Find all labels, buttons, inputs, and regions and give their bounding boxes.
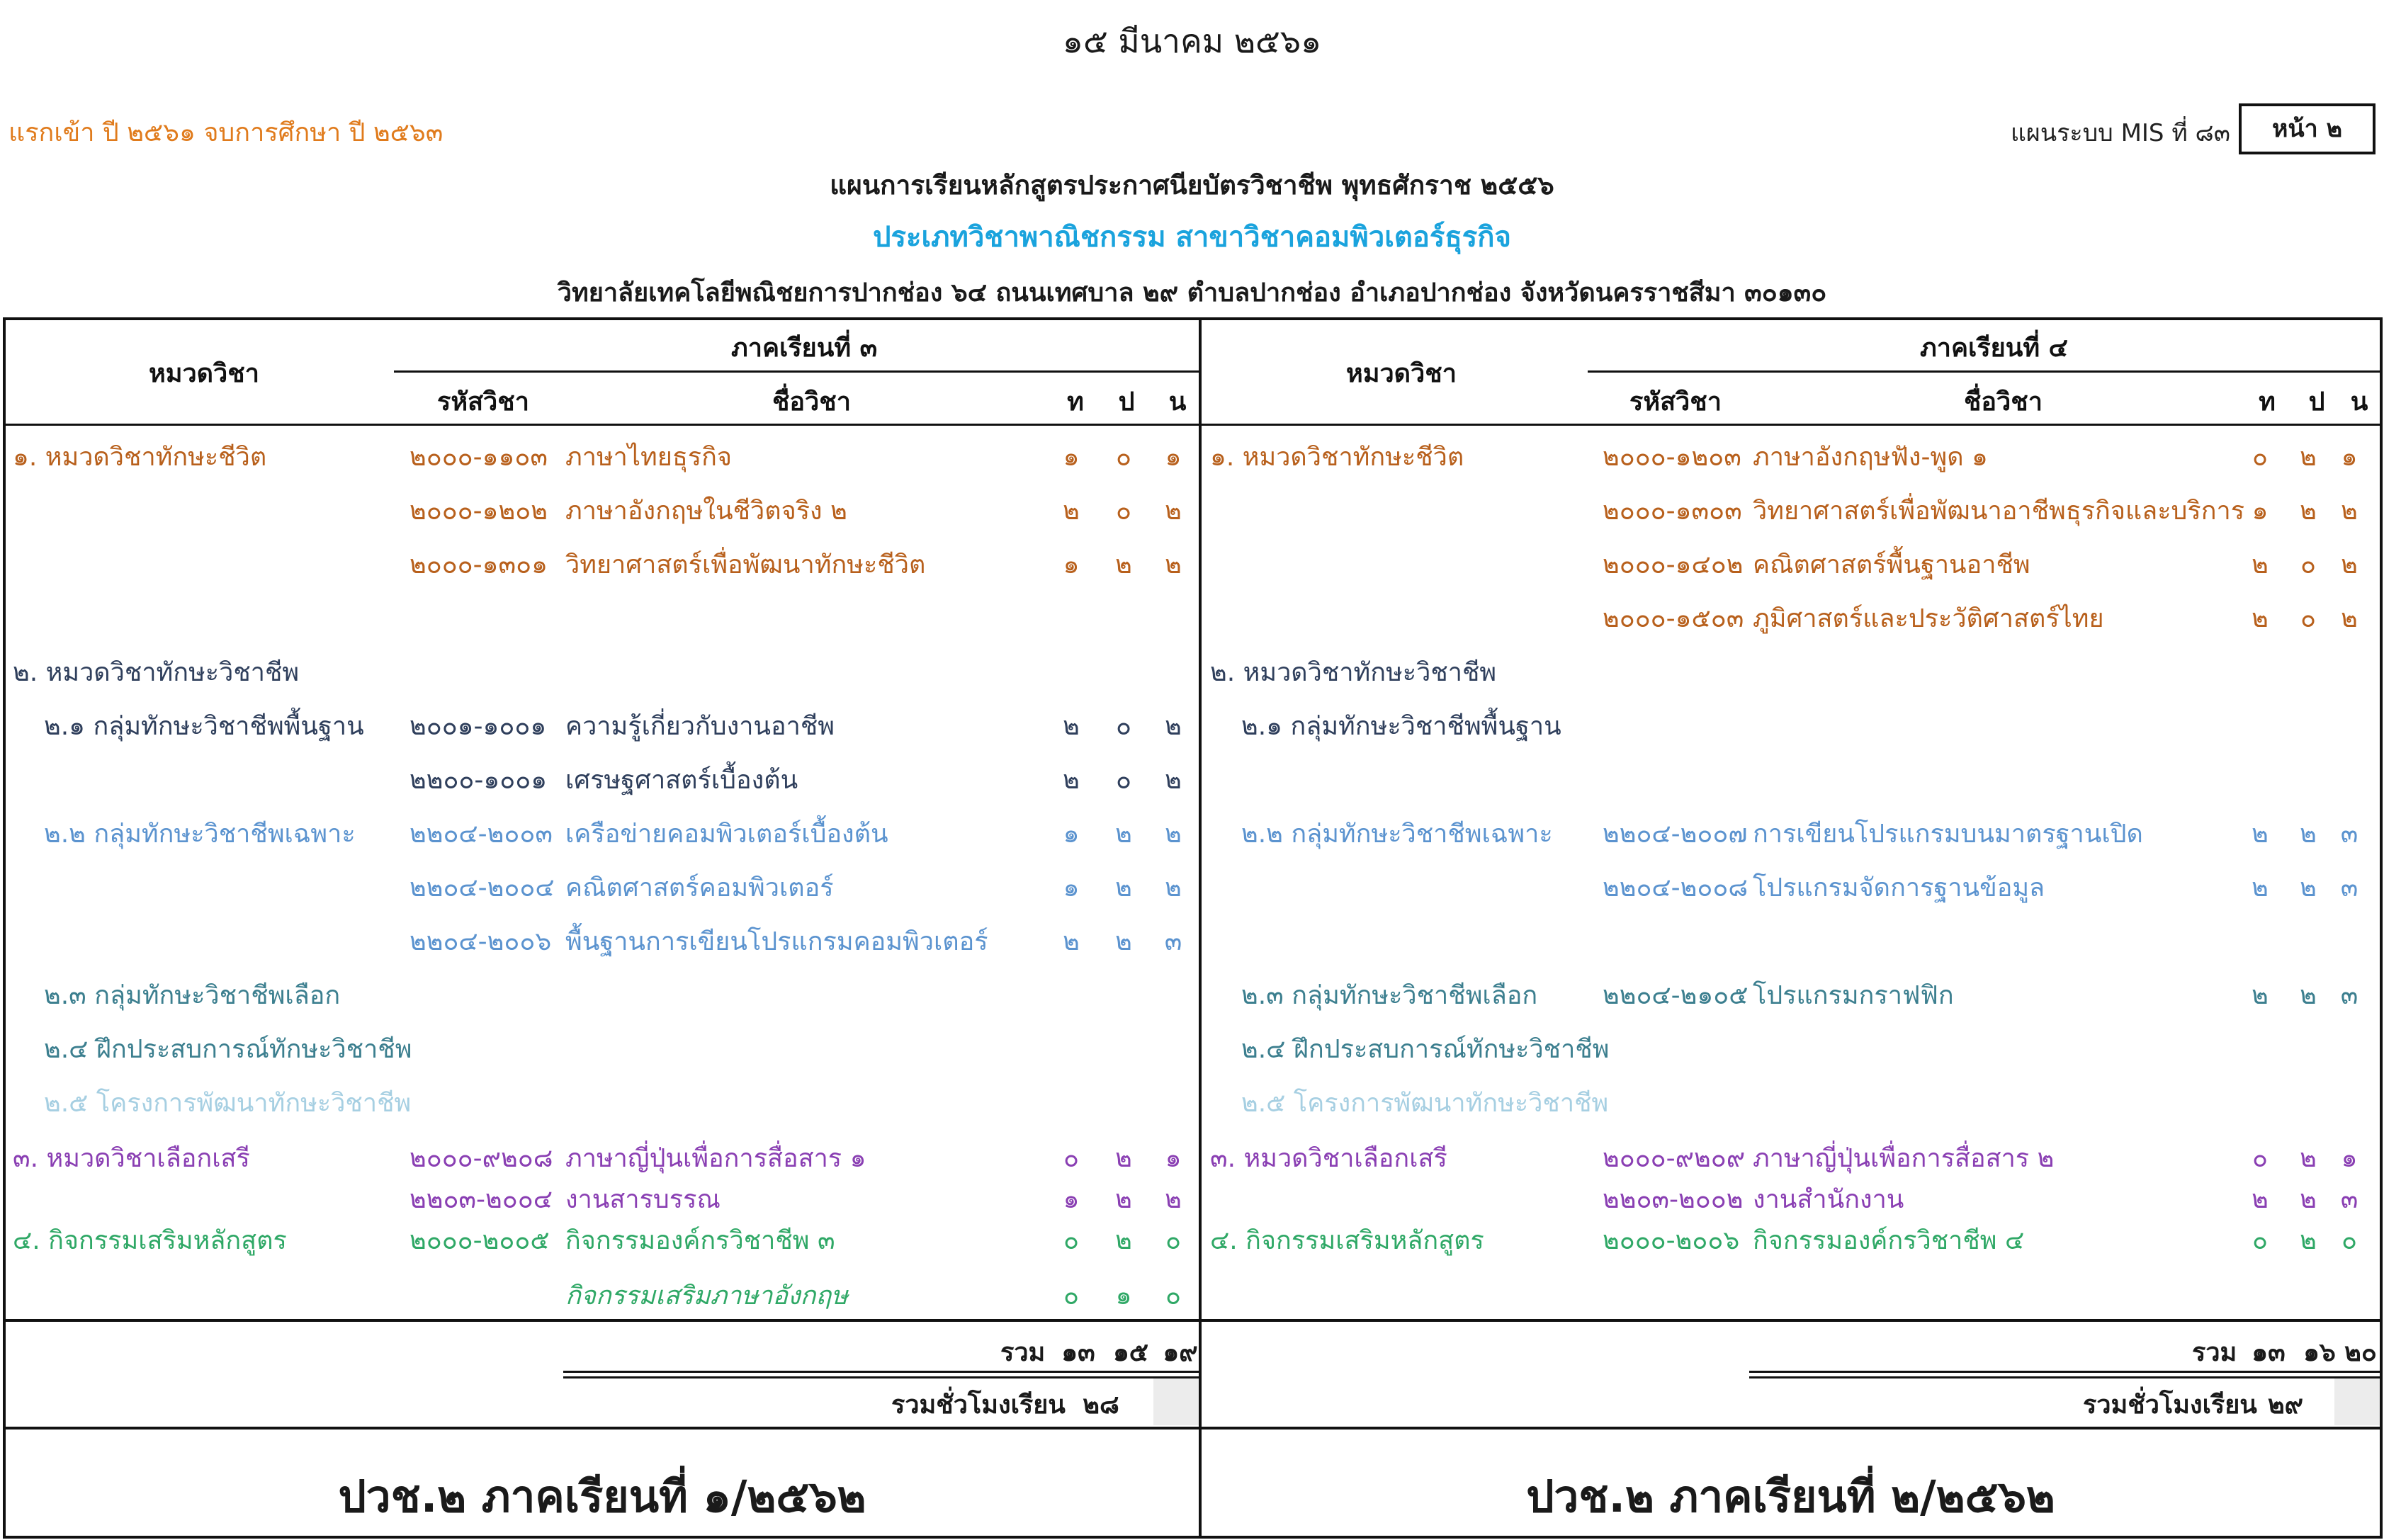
sem3-row-cat: ๓. หมวดวิชาเลือกเสรี — [13, 1144, 250, 1173]
sem4-row-t: ๐ — [2252, 443, 2268, 472]
sem3-row-n: ๒ — [1165, 1185, 1182, 1214]
sem4-row-cat: ๑. หมวดวิชาทักษะชีวิต — [1210, 443, 1464, 472]
sem4-row-n: ๓ — [2340, 1185, 2358, 1214]
sem3-row-n: ๒ — [1165, 873, 1182, 902]
sem3-row-t: ๑ — [1063, 873, 1080, 902]
sem3-hours-shade — [1153, 1378, 1199, 1425]
sem3-double-line-1 — [563, 1371, 1199, 1373]
sem3-row-code: ๒๒๐๔-๒๐๐๖ — [409, 927, 552, 956]
sem3-p-header: ป — [1118, 387, 1135, 417]
sem4-row-name: ภาษาญี่ปุ่นเพื่อการสื่อสาร ๒ — [1753, 1144, 2055, 1173]
sem4-t-header: ท — [2259, 387, 2276, 417]
sem4-row-code: ๒๐๐๐-๒๐๐๖ — [1603, 1226, 1740, 1255]
sem3-row-p: ๒ — [1115, 1185, 1132, 1214]
sem4-n-header: น — [2350, 387, 2368, 417]
sem4-row-n: ๓ — [2340, 873, 2358, 902]
header-bottom-line — [3, 424, 2383, 426]
sem3-row-t: ๐ — [1063, 1226, 1079, 1255]
sem4-row-t: ๒ — [2252, 820, 2269, 849]
sem4-row-cat: ๒.๒ กลุ่มทักษะวิชาชีพเฉพาะ — [1241, 820, 1553, 849]
sem3-row-p: ๒ — [1115, 873, 1132, 902]
college-address: วิทยาลัยเทคโลยีพณิชยการปากช่อง ๖๔ ถนนเทศบาล ๒๙ ตำบลปากช่อง อำเภอปากช่อง จังหวัดนครราชสีมา ๓๐๑๓๐ — [557, 278, 1827, 307]
sem4-row-name: โปรแกรมจัดการฐานข้อมูล — [1753, 873, 2045, 902]
sem4-row-n: ๒ — [2341, 497, 2358, 526]
sem4-row-cat: ๒.๔ ฝึกประสบการณ์ทักษะวิชาชีพ — [1241, 1035, 1610, 1064]
sem3-footer-term: ปวช.๒ ภาคเรียนที่ ๑/๒๕๖๒ — [338, 1471, 866, 1522]
sem3-t-header: ท — [1067, 387, 1084, 417]
sem3-total-n: ๑๙ — [1163, 1338, 1198, 1367]
sem3-row-name: ความรู้เกี่ยวกับงานอาชีพ — [565, 712, 835, 741]
sem3-code-header: รหัสวิชา — [437, 387, 529, 417]
sem4-row-p: ๒ — [2300, 873, 2317, 902]
intake-info: แรกเข้า ปี ๒๕๖๑ จบการศึกษา ปี ๒๕๖๓ — [9, 118, 444, 147]
sem3-row-code: ๒๒๐๔-๒๐๐๔ — [409, 873, 555, 902]
sem3-row-n: ๒ — [1165, 550, 1182, 579]
sem4-row-t: ๐ — [2252, 1144, 2268, 1173]
sem4-row-code: ๒๒๐๔-๒๐๐๘ — [1603, 873, 1749, 902]
sem3-total-t: ๑๓ — [1061, 1338, 1095, 1367]
sem3-row-name: ภาษาไทยธุรกิจ — [565, 443, 733, 472]
sem4-row-name: งานสำนักงาน — [1753, 1185, 1904, 1214]
sem3-row-n: ๓ — [1164, 927, 1182, 956]
sem3-row-cat: ๒.๓ กลุ่มทักษะวิชาชีพเลือก — [44, 981, 341, 1010]
sem3-row-p: ๐ — [1116, 766, 1131, 795]
sem3-row-code: ๒๒๐๔-๒๐๐๓ — [409, 820, 553, 849]
document-date: ๑๕ มีนาคม ๒๕๖๑ — [1062, 22, 1322, 60]
sem4-hours-shade — [2334, 1378, 2380, 1425]
sem3-row-t: ๐ — [1063, 1144, 1079, 1173]
sem4-row-cat: ๒.๓ กลุ่มทักษะวิชาชีพเลือก — [1241, 981, 1538, 1010]
sem4-row-t: ๒ — [2252, 873, 2269, 902]
sem3-row-n: ๒ — [1165, 820, 1182, 849]
footer-top-line — [3, 1427, 2383, 1429]
sem3-category-header: หมวดวิชา — [149, 359, 259, 388]
sem4-row-code: ๒๒๐๓-๒๐๐๒ — [1603, 1185, 1744, 1214]
sem3-row-name: งานสารบรรณ — [565, 1185, 721, 1214]
sem4-hours-value: ๒๙ — [2267, 1391, 2304, 1420]
sem4-row-n: ๓ — [2340, 820, 2358, 849]
sem3-row-t: ๒ — [1063, 712, 1080, 741]
sem4-row-code: ๒๐๐๐-๑๒๐๓ — [1603, 443, 1741, 472]
page-number-box: หน้า ๒ — [2239, 103, 2375, 154]
sem3-row-t: ๒ — [1063, 927, 1080, 956]
sem3-row-t: ๐ — [1063, 1281, 1079, 1310]
sem4-row-code: ๒๐๐๐-๙๒๐๙ — [1603, 1144, 1746, 1173]
sem3-row-n: ๑ — [1165, 443, 1182, 472]
sem3-row-n: ๒ — [1165, 712, 1182, 741]
sem4-row-code: ๒๒๐๔-๒๐๐๗ — [1603, 820, 1748, 849]
sem3-row-cat: ๔. กิจกรรมเสริมหลักสูตร — [13, 1226, 287, 1255]
sem3-row-p: ๒ — [1115, 820, 1132, 849]
sem3-n-header: น — [1168, 387, 1187, 417]
sem3-row-code: ๒๒๐๓-๒๐๐๔ — [409, 1185, 553, 1214]
sem4-row-p: ๒ — [2300, 981, 2317, 1010]
sem4-row-p: ๒ — [2300, 820, 2317, 849]
sem4-row-n: ๓ — [2340, 981, 2358, 1010]
sem3-row-p: ๒ — [1115, 1226, 1132, 1255]
sem4-total-n: ๒๐ — [2344, 1338, 2377, 1367]
sem3-hours-label: รวมชั่วโมงเรียน — [891, 1391, 1066, 1420]
sem4-total-t: ๑๓ — [2252, 1338, 2286, 1367]
sem3-row-p: ๑ — [1115, 1281, 1132, 1310]
sem3-row-p: ๐ — [1116, 497, 1131, 526]
sem3-row-code: ๒๐๐๐-๒๐๐๕ — [409, 1226, 550, 1255]
sem4-total-label: รวม — [2192, 1338, 2237, 1367]
sem4-row-t: ๐ — [2252, 1226, 2268, 1255]
sem3-row-n: ๒ — [1165, 497, 1182, 526]
sem4-row-cat: ๓. หมวดวิชาเลือกเสรี — [1210, 1144, 1447, 1173]
sem3-row-p: ๒ — [1115, 927, 1132, 956]
sem4-p-header: ป — [2308, 387, 2325, 417]
sem4-row-p: ๒ — [2300, 1144, 2317, 1173]
sem3-row-t: ๒ — [1063, 766, 1080, 795]
sem3-row-t: ๑ — [1063, 550, 1080, 579]
sem4-row-name: คณิตศาสตร์พื้นฐานอาชีพ — [1753, 550, 2030, 579]
sem3-row-p: ๐ — [1116, 443, 1131, 472]
sem4-row-name: วิทยาศาสตร์เพื่อพัฒนาอาชีพธุรกิจและบริการ — [1753, 497, 2245, 526]
sem4-row-t: ๑ — [2252, 497, 2269, 526]
sem4-row-name: การเขียนโปรแกรมบนมาตรฐานเปิด — [1753, 820, 2143, 849]
sem3-title: ภาคเรียนที่ ๓ — [731, 334, 878, 363]
sem4-total-p: ๑๖ — [2303, 1338, 2336, 1367]
sem4-row-p: ๐ — [2300, 604, 2316, 633]
sem4-row-p: ๒ — [2300, 1185, 2317, 1214]
sem4-row-p: ๒ — [2300, 1226, 2317, 1255]
sem4-row-n: ๐ — [2341, 1226, 2357, 1255]
sem3-row-code: ๒๐๐๐-๑๒๐๒ — [409, 497, 548, 526]
sem3-total-label: รวม — [1000, 1338, 1046, 1367]
sem4-row-cat: ๒.๑ กลุ่มทักษะวิชาชีพพื้นฐาน — [1241, 712, 1561, 741]
sem3-row-name: คณิตศาสตร์คอมพิวเตอร์ — [565, 873, 834, 902]
sem3-row-name: ภาษาอังกฤษในชีวิตจริง ๒ — [565, 497, 847, 526]
sem3-row-t: ๑ — [1063, 820, 1080, 849]
sem4-name-header: ชื่อวิชา — [1964, 387, 2043, 417]
sem4-row-n: ๒ — [2341, 550, 2358, 579]
document-title: แผนการเรียนหลักสูตรประกาศนียบัตรวิชาชีพ พุทธศักราช ๒๕๕๖ — [830, 170, 1554, 200]
sem3-row-t: ๒ — [1063, 497, 1080, 526]
sem4-row-n: ๒ — [2341, 604, 2358, 633]
sem3-row-cat: ๒. หมวดวิชาทักษะวิชาชีพ — [13, 658, 300, 687]
sem3-row-name: พื้นฐานการเขียนโปรแกรมคอมพิวเตอร์ — [565, 927, 988, 956]
sem3-hours-value: ๒๘ — [1083, 1391, 1119, 1420]
sem4-row-t: ๒ — [2252, 981, 2269, 1010]
sem3-row-name: เศรษฐศาสตร์เบื้องต้น — [565, 766, 798, 795]
totals-top-line — [3, 1319, 2383, 1322]
sem4-row-p: ๒ — [2300, 497, 2317, 526]
sem3-row-name: กิจกรรมเสริมภาษาอังกฤษ — [565, 1281, 848, 1310]
sem3-row-cat: ๒.๒ กลุ่มทักษะวิชาชีพเฉพาะ — [44, 820, 356, 849]
sem3-row-cat: ๒.๕ โครงการพัฒนาทักษะวิชาชีพ — [44, 1089, 412, 1118]
sem3-row-p: ๒ — [1115, 550, 1132, 579]
sem3-row-p: ๒ — [1115, 1144, 1132, 1173]
sem4-row-cat: ๔. กิจกรรมเสริมหลักสูตร — [1210, 1226, 1484, 1255]
sem3-row-n: ๐ — [1165, 1226, 1181, 1255]
sem4-row-n: ๑ — [2341, 1144, 2358, 1173]
sem3-row-code: ๒๒๐๐-๑๐๐๑ — [409, 766, 548, 795]
sem4-row-name: กิจกรรมองค์กรวิชาชีพ ๔ — [1753, 1226, 2025, 1255]
sem3-row-t: ๑ — [1063, 1185, 1080, 1214]
sem4-title: ภาคเรียนที่ ๔ — [1920, 334, 2068, 363]
sem4-row-code: ๒๐๐๐-๑๔๐๒ — [1603, 550, 1744, 579]
sem4-category-header: หมวดวิชา — [1346, 359, 1457, 388]
sem3-row-p: ๐ — [1116, 712, 1131, 741]
sem4-row-name: ภูมิศาสตร์และประวัติศาสตร์ไทย — [1753, 604, 2104, 633]
sem3-row-n: ๒ — [1165, 766, 1182, 795]
sem3-row-name: วิทยาศาสตร์เพื่อพัฒนาทักษะชีวิต — [565, 550, 926, 579]
sem4-row-code: ๒๐๐๐-๑๕๐๓ — [1603, 604, 1744, 633]
sem4-row-cat: ๒.๕ โครงการพัฒนาทักษะวิชาชีพ — [1241, 1089, 1609, 1118]
sem3-row-code: ๒๐๐๑-๑๐๐๑ — [409, 712, 547, 741]
sem4-row-name: โปรแกรมกราฟฟิก — [1753, 981, 1954, 1010]
sem3-row-name: เครือข่ายคอมพิวเตอร์เบื้องต้น — [565, 820, 888, 849]
sem3-row-code: ๒๐๐๐-๙๒๐๘ — [409, 1144, 553, 1173]
sem4-row-p: ๒ — [2300, 443, 2317, 472]
sem4-code-header: รหัสวิชา — [1629, 387, 1722, 417]
sem3-row-t: ๑ — [1063, 443, 1080, 472]
sem3-row-name: ภาษาญี่ปุ่นเพื่อการสื่อสาร ๑ — [565, 1144, 866, 1173]
sem4-row-t: ๒ — [2252, 550, 2269, 579]
sem4-double-line-2 — [1749, 1376, 2381, 1378]
sem3-row-code: ๒๐๐๐-๑๓๐๑ — [409, 550, 548, 579]
sem4-row-p: ๐ — [2300, 550, 2316, 579]
sem3-row-code: ๒๐๐๐-๑๑๐๓ — [409, 443, 548, 472]
sem4-row-t: ๒ — [2252, 1185, 2269, 1214]
sem3-name-header: ชื่อวิชา — [772, 387, 851, 417]
sem3-header-subline — [394, 370, 1199, 373]
sem3-row-cat: ๒.๔ ฝึกประสบการณ์ทักษะวิชาชีพ — [44, 1035, 412, 1064]
sem3-total-p: ๑๕ — [1112, 1338, 1149, 1367]
sem4-row-cat: ๒. หมวดวิชาทักษะวิชาชีพ — [1210, 658, 1497, 687]
sem4-header-subline — [1588, 370, 2381, 373]
sem4-row-t: ๒ — [2252, 604, 2269, 633]
sem3-row-n: ๑ — [1165, 1144, 1182, 1173]
sem3-row-name: กิจกรรมองค์กรวิชาชีพ ๓ — [565, 1226, 835, 1255]
program-subtitle: ประเภทวิชาพาณิชกรรม สาขาวิชาคอมพิวเตอร์ธุรกิจ — [873, 221, 1511, 254]
sem4-row-code: ๒๐๐๐-๑๓๐๓ — [1603, 497, 1742, 526]
sem3-row-cat: ๒.๑ กลุ่มทักษะวิชาชีพพื้นฐาน — [44, 712, 364, 741]
sem4-row-code: ๒๒๐๔-๒๑๐๕ — [1603, 981, 1749, 1010]
sem3-row-cat: ๑. หมวดวิชาทักษะชีวิต — [13, 443, 267, 472]
sem4-footer-term: ปวช.๒ ภาคเรียนที่ ๒/๒๕๖๒ — [1526, 1471, 2055, 1522]
sem4-row-name: ภาษาอังกฤษฟัง-พูด ๑ — [1753, 443, 1988, 472]
sem3-double-line-2 — [563, 1376, 1199, 1378]
sem4-hours-label: รวมชั่วโมงเรียน — [2083, 1391, 2257, 1420]
sem4-row-n: ๑ — [2341, 443, 2358, 472]
mis-plan-number: แผนระบบ MIS ที่ ๘๓ — [2011, 119, 2231, 147]
sem3-row-n: ๐ — [1165, 1281, 1181, 1310]
